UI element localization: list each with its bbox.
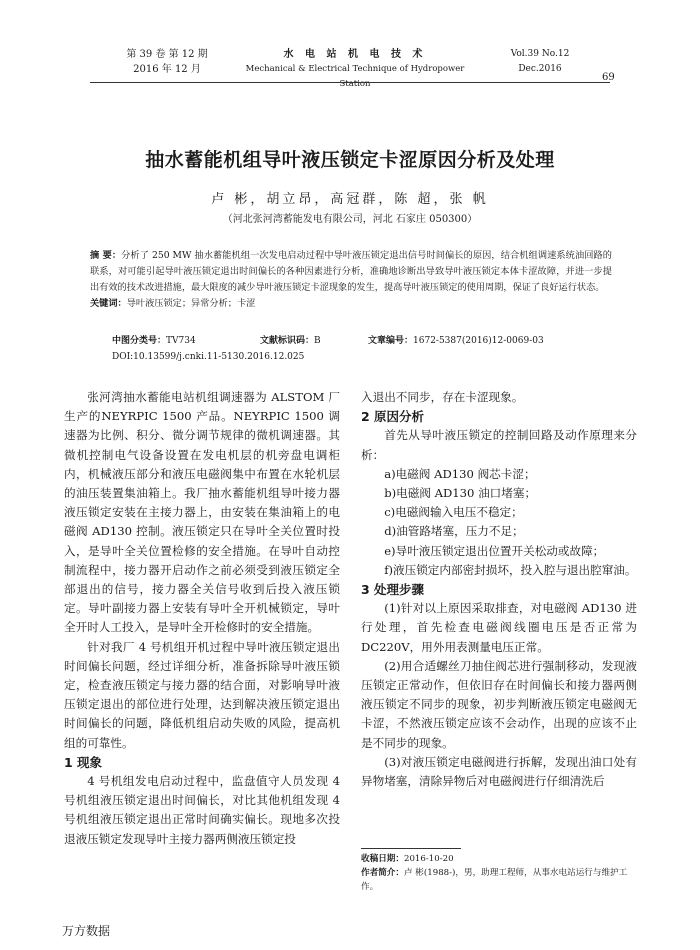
- keywords-text: 导叶液压锁定；异常分析；卡涩: [126, 298, 256, 309]
- authors: 卢 彬，胡立昂，高冠群，陈 超，张 帆: [211, 192, 489, 207]
- wanfang-watermark: 万方数据: [62, 924, 111, 938]
- step-paragraph: (1)针对以上原因采取排查，对电磁阀 AD130 进行处理，首先检查电磁阀线圈电压是否正常为 DC220V，用外用表测量电压正常。: [361, 601, 637, 654]
- doi: DOI:10.13599/j.cnki.11-5130.2016.12.025: [112, 352, 305, 362]
- header-volume-en: [500, 47, 580, 77]
- list-item: c)电磁阀输入电压不稳定；: [384, 505, 523, 520]
- list-item: a)电磁阀 AD130 阀芯卡涩；: [384, 466, 536, 481]
- clc-number: 中图分类号：TV734: [112, 336, 196, 346]
- step-paragraph: (2)用合适螺丝刀抽住阀芯进行强制移动，发现液压锁定正常动作，但依旧存在时间偏长和接力器两侧液压锁定不同步的现象，初步判断液压锁定电磁阀无卡涩，不然液压锁定应该不会动作，出现的应该不止是不同步的现象。: [361, 658, 637, 750]
- abstract-text: 分析了 250 MW 抽水蓄能机组一次发电启动过程中导叶液压锁定退出信号时间偏长的原因，结合机组调速系统油回路的联系，对可能引起导叶液压锁定退出时间偏长的各种因素进行分析，准确地诊断出导致导叶液压锁定本体卡涩故障，并进一步提出有效的技术改进措施，最大限度的减少导叶液压锁定卡涩现象的发生，提高导叶液压锁定的使用周期，保证了良好运行状态。: [90, 250, 612, 293]
- body-paragraph: 入退出不同步，存在卡涩现象。: [361, 390, 524, 404]
- volume-en: Vol.39 No.12: [510, 49, 570, 59]
- journal-name-en: Mechanical & Electrical Technique of Hydropower Station: [245, 64, 465, 89]
- list-item: e)导叶液压锁定退出位置开关松动或故障；: [384, 543, 605, 558]
- keywords-label: 关键词：: [90, 298, 127, 309]
- list-item: f)液压锁定内部密封损坏，投入腔与退出腔窜油。: [384, 562, 637, 577]
- step-paragraph: (3)对液压锁定电磁阀进行拆解，发现出油口处有异物堵塞，清除异物后对电磁阀进行仔细清洗后: [361, 754, 637, 789]
- list-item: d)油管路堵塞，压力不足；: [384, 524, 524, 539]
- header-rule: [90, 82, 610, 83]
- right-column: [361, 388, 637, 791]
- abstract-label: 摘 要：: [90, 250, 122, 261]
- body-paragraph: 首先从导叶液压锁定的控制回路及动作原理来分析：: [361, 428, 637, 462]
- section-heading: 1 现象: [64, 754, 103, 770]
- footnote: [361, 852, 637, 894]
- journal-name: [230, 47, 480, 92]
- page-number: 69: [602, 72, 615, 83]
- volume-cn: 第 39 卷 第 12 期: [126, 49, 208, 60]
- journal-name-cn: 水 电 站 机 电 技 术: [283, 49, 427, 60]
- section-heading: 3 处理步骤: [361, 582, 425, 598]
- date-en: Dec.2016: [518, 64, 562, 74]
- body-paragraph: 针对我厂 4 号机组开机过程中导叶液压锁定退出时间偏长问题，经过详细分析，准备拆除导叶液压锁定，检查液压锁定与接力器的结合面，对影响导叶液压锁定退出的部位进行处理，达到解决液压锁定退出时间偏长的问题，降低机组启动失败的风险，提高机组的可靠性。: [64, 639, 340, 750]
- keywords: [90, 296, 612, 312]
- affiliation: （河北张河湾蓄能发电有限公司，河北 石家庄 050300）: [222, 214, 478, 225]
- abstract-body: [90, 248, 612, 296]
- footnote-rule: [361, 848, 461, 849]
- document-code: 文献标识码：B: [260, 336, 321, 346]
- left-column: [64, 388, 340, 849]
- paper-title: 抽水蓄能机组导叶液压锁定卡涩原因分析及处理: [145, 149, 555, 171]
- received-date: 收稿日期：2016-10-20: [361, 854, 454, 864]
- article-number: 文章编号：1672-5387(2016)12-0069-03: [368, 336, 544, 346]
- author-bio: 作者简介：卢 彬(1988-)，男，助理工程师，从事水电站运行与维护工作。: [361, 868, 628, 892]
- list-item: b)电磁阀 AD130 油口堵塞；: [384, 486, 537, 501]
- abstract: [90, 248, 612, 312]
- section-heading: 2 原因分析: [361, 409, 425, 425]
- body-paragraph: 4 号机组发电启动过程中，监盘值守人员发现 4 号机组液压锁定退出时间偏长，对比其他机组发现 4 号机组液压锁定退出正常时间确实偏长。现地多次投退液压锁定发现导叶主接力器两侧液压锁定投: [64, 774, 340, 846]
- body-paragraph: 张河湾抽水蓄能电站机组调速器为 ALSTOM 厂生产的NEYRPIC 1500 产品。NEYRPIC 1500 调速器为比例、积分、微分调节规律的微机调速器。其微机控制电气设备设置在发电机层的机旁盘电调柜内，机械液压部分和液压电磁阀集中布置在水轮机层的油压装置集油箱上。我厂抽水蓄能机组导叶接力器液压锁定安装在主接力器上，由安装在集油箱上的电磁阀 AD130 控制。液压锁定只在导叶全关位置时投入，是导叶全关位置检修的安全措施。在导叶自动控制流程中，接力器开启动作之前必须受到液压锁定全部退出的信号，接力器全关信号收到后投入液压锁定。导叶副接力器上安装有导叶全开机械锁定，导叶全开时人工投入，是导叶全开检修时的安全措施。: [64, 390, 340, 635]
- date-cn: 2016 年 12 月: [133, 64, 201, 75]
- header-volume-issue: [122, 47, 212, 77]
